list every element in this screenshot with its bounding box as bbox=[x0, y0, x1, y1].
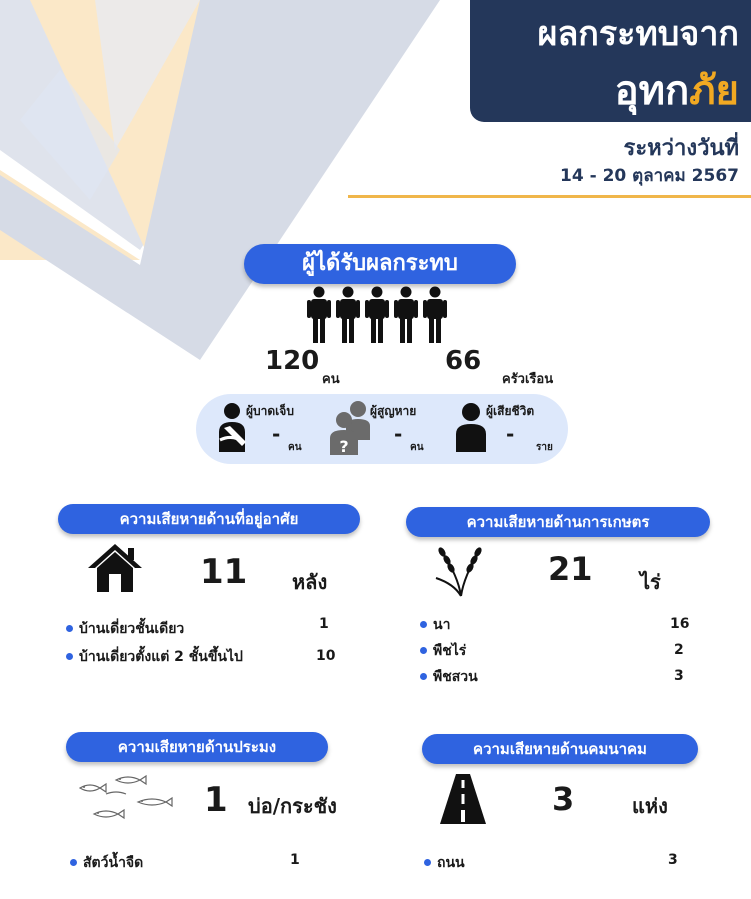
list-item bbox=[424, 852, 465, 874]
transport-unit: แห่ง bbox=[632, 794, 668, 818]
agriculture-count: 21 bbox=[548, 550, 593, 588]
agriculture-item-label: พืชไร่ bbox=[433, 643, 467, 659]
title-word-water: อุทก bbox=[614, 68, 690, 114]
list-item bbox=[66, 646, 243, 668]
people-unit: คน bbox=[322, 372, 340, 387]
transport-item-label: ถนน bbox=[437, 855, 465, 871]
housing-item-value: 10 bbox=[316, 648, 336, 664]
title-line-1: ผลกระทบจาก bbox=[537, 14, 739, 54]
bullet bbox=[420, 673, 427, 680]
divider bbox=[348, 195, 751, 198]
title-banner bbox=[470, 0, 751, 122]
fishery-heading: ความเสียหายด้านประมง bbox=[66, 732, 328, 762]
missing-value: - bbox=[394, 422, 403, 446]
agriculture-item-label: นา bbox=[433, 617, 451, 633]
house-icon bbox=[86, 542, 144, 594]
agriculture-heading: ความเสียหายด้านการเกษตร bbox=[406, 507, 710, 537]
bullet bbox=[424, 859, 431, 866]
road-icon bbox=[438, 774, 488, 824]
fishery-item-label: สัตว์น้ำจืด bbox=[83, 855, 144, 871]
housing-item-label: บ้านเดี่ยวชั้นเดียว bbox=[79, 621, 185, 637]
bullet bbox=[420, 647, 427, 654]
title-word-disaster: ภัย bbox=[689, 68, 739, 114]
housing-item-label: บ้านเดี่ยวตั้งแต่ 2 ชั้นขึ้นไป bbox=[79, 649, 243, 665]
list-item bbox=[66, 618, 184, 640]
casualty-panel bbox=[196, 394, 568, 464]
transport-item-value: 3 bbox=[668, 852, 678, 868]
period-label: ระหว่างวันที่ bbox=[623, 136, 739, 161]
injured-value: - bbox=[272, 422, 281, 446]
agriculture-item-value: 2 bbox=[674, 642, 684, 658]
list-item bbox=[420, 614, 450, 636]
rice-plant-icon bbox=[432, 542, 490, 598]
injured-label: ผู้บาดเจ็บ bbox=[246, 404, 294, 418]
injured-unit: คน bbox=[288, 442, 302, 453]
fishery-count: 1 bbox=[204, 780, 228, 820]
title-line-2 bbox=[615, 58, 739, 122]
housing-item-value: 1 bbox=[319, 616, 329, 632]
deceased-unit: ราย bbox=[536, 442, 553, 453]
period-dates: 14 - 20 ตุลาคม 2567 bbox=[560, 166, 739, 186]
deceased-value: - bbox=[506, 422, 515, 446]
households-unit: ครัวเรือน bbox=[502, 372, 554, 387]
transport-count: 3 bbox=[552, 780, 575, 818]
agriculture-item-value: 16 bbox=[670, 616, 690, 632]
deceased-label: ผู้เสียชีวิต bbox=[486, 404, 535, 418]
missing-unit: คน bbox=[410, 442, 424, 453]
households-count: 66 bbox=[445, 346, 482, 376]
missing-person-icon bbox=[328, 400, 374, 456]
deceased-person-icon bbox=[454, 402, 490, 454]
bullet bbox=[420, 621, 427, 628]
people-count: 120 bbox=[265, 346, 320, 376]
people-icon bbox=[306, 286, 452, 344]
list-item bbox=[420, 640, 466, 662]
fishery-unit: บ่อ/กระชัง bbox=[248, 794, 337, 818]
agriculture-unit: ไร่ bbox=[640, 570, 661, 594]
bullet bbox=[66, 653, 73, 660]
transport-heading: ความเสียหายด้านคมนาคม bbox=[422, 734, 698, 764]
fish-icon bbox=[76, 772, 180, 828]
housing-count: 11 bbox=[200, 552, 248, 592]
housing-unit: หลัง bbox=[292, 570, 328, 594]
bullet bbox=[66, 625, 73, 632]
agriculture-item-label: พืชสวน bbox=[433, 669, 478, 685]
list-item bbox=[70, 852, 143, 874]
bullet bbox=[70, 859, 77, 866]
housing-heading: ความเสียหายด้านที่อยู่อาศัย bbox=[58, 504, 360, 534]
fishery-item-value: 1 bbox=[290, 852, 300, 868]
list-item bbox=[420, 666, 478, 688]
svg-text:?: ? bbox=[339, 437, 349, 456]
agriculture-item-value: 3 bbox=[674, 668, 684, 684]
affected-heading: ผู้ได้รับผลกระทบ bbox=[244, 244, 516, 284]
missing-label: ผู้สูญหาย bbox=[370, 404, 417, 418]
